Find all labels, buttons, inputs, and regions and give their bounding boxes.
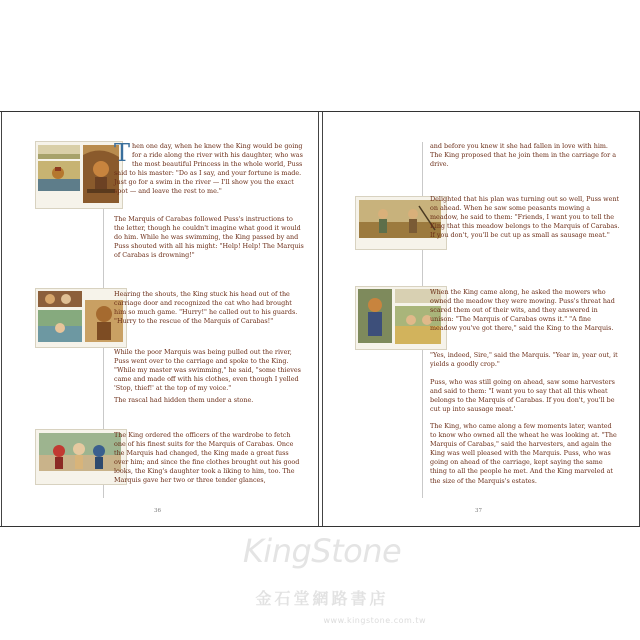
page-number: 36 — [154, 508, 161, 514]
paragraph-3: Hearing the shouts, the King stuck his head out of the carriage door and recognized the cat who had brought him so much game. "Hurry!" he called out to his guards. "Hurry to the rescue of the Marquis of Carabas!" — [114, 290, 298, 326]
paragraph-2: The Marquis of Carabas followed Puss's instructions to the letter, though he couldn't imagine what good it would do him. While he was swimming, the King passed by and Puss shouted with all his might: "Help! Help! The Marquis of Carabas is drowning!" — [114, 215, 304, 260]
book-spread — [0, 111, 640, 527]
dropcap-letter: T — [114, 139, 131, 167]
paragraph-1: Then one day, when he knew the King would be going for a ride along the river with his daughter, who was the most beautiful Princess in the whole world, Puss said to his master: "Do as I say, and your fortune is made. Just go for a swim in the river — I'll show you the exact spot — and leave the rest to me." — [114, 139, 303, 196]
paragraph-5: Puss, who was still going on ahead, saw some harvesters and said to them: "I want you to say that all this wheat belongs to the Marquis of Carabas. If you don't, you'll be cut up into sausage meat.' — [430, 378, 615, 414]
illustration-cat-by-river — [38, 161, 80, 191]
illustration-puss-warning — [358, 289, 392, 343]
right-page — [322, 112, 640, 526]
paragraph-3: When the King came along, he asked the mowers who owned the meadow they were mowing. Puss's threat had scared them out of their wits, and they answered in unison: "The Marquis of Carabas owns it." "A fine meadow you've got there," said the King to the Marquis. — [430, 288, 615, 333]
paragraph-6: The King ordered the officers of the wardrobe to fetch one of his finest suits for the Marquis of Carabas. Once the Marquis had changed, the King made a great fuss over him; and since the fine clothes brought out his good looks, the King's daughter took a liking to him, too. The Marquis gave her two or three tender glances, — [114, 431, 300, 485]
page-number: 37 — [475, 508, 482, 514]
paragraph-1: and before you knew it she had fallen in love with him. The King proposed that he join them in the carriage for a drive. — [430, 142, 617, 169]
paragraph-2: Delighted that his plan was turning out so well, Puss went on ahead. When he saw some peasants mowing a meadow, he said to them: "Friends, I want you to tell the King that this meadow belongs to the Marquis of Carabas. If you don't, you'll be cut up as small as sausage meat." — [430, 195, 620, 240]
watermark-logo: KingStone — [242, 532, 402, 570]
illustration-royal-court — [39, 433, 121, 471]
illustration-river-rescue — [38, 310, 82, 342]
illustration-mowers-meadow — [359, 200, 441, 238]
paragraph-4: While the poor Marquis was being pulled out the river, Puss went over to the carriage and spoke to the King. "While my master was swimming," he said, "some thieves came and made off with his clothes, even though I yelled 'Stop, thief!' at the top of my voice." — [114, 348, 301, 393]
watermark-store-name: 金石堂網路書店 — [255, 589, 389, 608]
paragraph-6: The King, who came along a few moments later, wanted to know who owned all the wheat he was looking at. "The Marquis of Carabas," said the harvesters, and again the King was well pleased with the Marquis. Puss, who was going on ahead of the carriage, kept saying the same thing to all the people he met. And the King marveled at the size of the Marquis's estates. — [430, 422, 617, 485]
illustration-carriage — [38, 291, 82, 307]
paragraph-4: "Yes, indeed, Sire," said the Marquis. "Year in, year out, it yields a goodly crop." — [430, 351, 618, 369]
illustration-small-top — [38, 145, 80, 159]
left-page — [1, 112, 319, 526]
paragraph-5: The rascal had hidden them under a stone. — [114, 396, 254, 404]
watermark-url: www.kingstone.com.tw — [323, 616, 426, 625]
